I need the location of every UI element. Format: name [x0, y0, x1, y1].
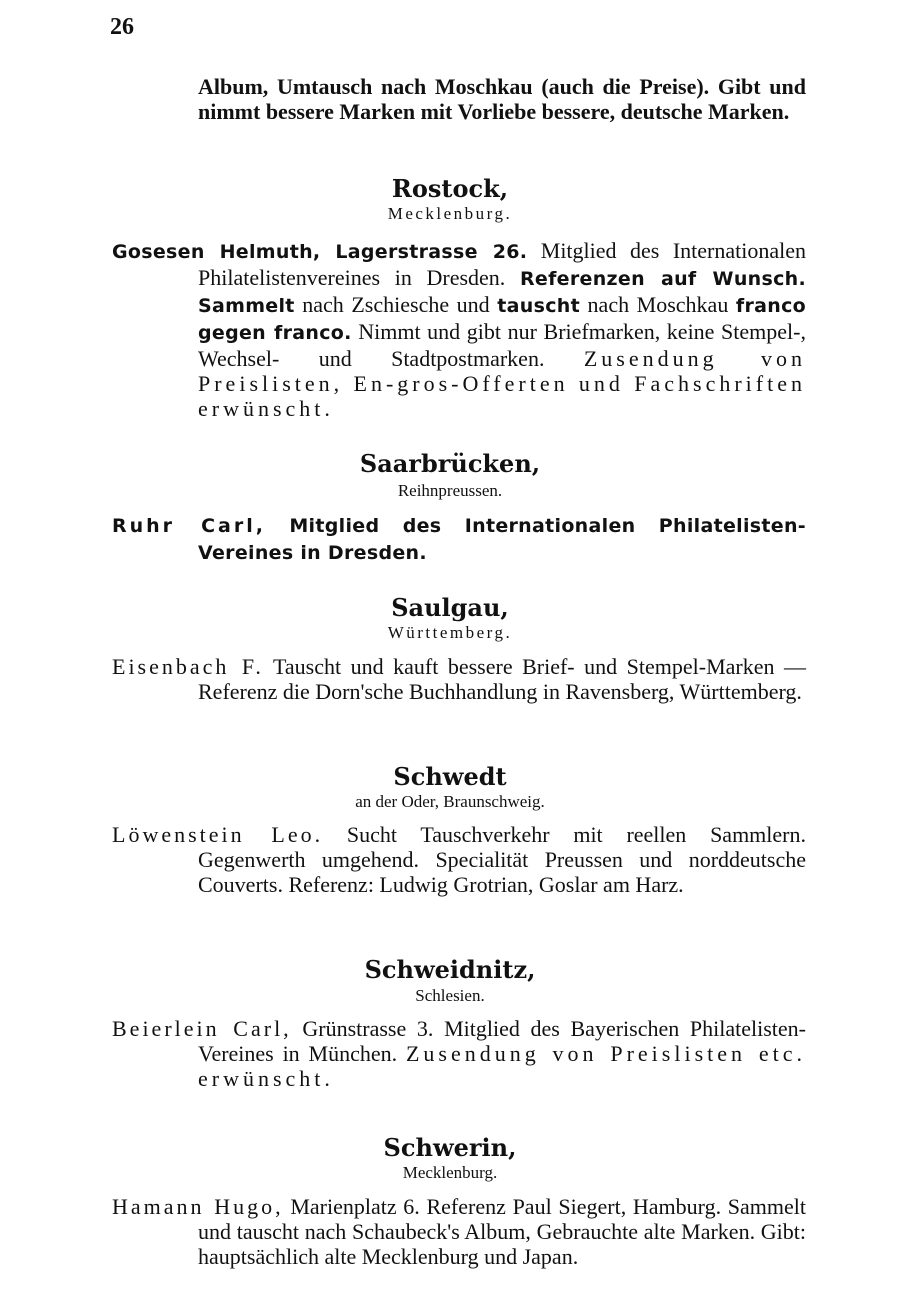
entry-bold-text: Referenzen auf Wunsch. — [519, 268, 806, 290]
continuation-text — [112, 74, 806, 124]
region-schwedt: an der Oder, Braunschweig. — [355, 792, 545, 811]
town-heading-schweidnitz: Schweidnitz, — [364, 955, 536, 984]
entry-name: Eisenbach F. — [112, 654, 264, 679]
continuation-body: Album, Umtausch nach Moschkau (auch die Preise). Gibt und nimmt bessere Marken mit Vorliebe bessere, deutsche Marken. — [198, 74, 806, 124]
entry-text: nach Moschkau — [579, 292, 736, 317]
entry-bold-text: franco gegen franco. — [198, 295, 807, 344]
town-heading-saarbruecken: Saarbrücken, — [359, 449, 541, 478]
entry-text: Tauscht und kauft bessere Brief- und Stempel-Marken — Referenz die Dorn'sche Buchhandlung in Ravensberg, Württemberg. — [198, 654, 806, 704]
entry-spaced-text: Zusendung von Preislisten, En-gros-Offerten und Fachschriften erwünscht. — [198, 346, 806, 421]
entry-text: Sucht Tauschverkehr mit reellen Sammlern. Gegenwerth umgehend. Specialität Preussen und norddeutsche Couverts. Referenz: Ludwig Grotrian, Goslar am Harz. — [198, 822, 806, 897]
entry-text: nach Zschiesche und — [294, 292, 498, 317]
entry-bold-text: tauscht — [497, 295, 580, 317]
entry-spaced-text: Zusendung von Preislisten etc. erwünscht. — [198, 1041, 806, 1091]
entry-text: Grünstrasse 3. Mitglied des Bayerischen Philatelisten-Vereines in München. — [198, 1016, 806, 1066]
entry-hamann — [112, 1194, 806, 1269]
region-schwerin: Mecklenburg. — [402, 1163, 498, 1182]
entry-beierlein — [112, 1016, 806, 1091]
entry-name: Beierlein Carl, — [112, 1016, 292, 1041]
entry-gosesen — [112, 238, 806, 421]
region-rostock: Mecklenburg. — [387, 204, 513, 223]
entry-bold-text: Mitglied des Internationalen Philatelisten-Vereines in Dresden. — [198, 515, 806, 564]
entry-eisenbach — [112, 654, 806, 704]
entry-name: Gosesen Helmuth, Lagerstrasse 26. — [112, 241, 528, 263]
region-schweidnitz: Schlesien. — [415, 986, 485, 1005]
entry-text: Nimmt und gibt nur Briefmarken, keine Stempel-, Wechsel- und Stadtpostmarken. — [198, 319, 806, 371]
town-heading-schwedt: Schwedt — [393, 762, 507, 791]
town-heading-saulgau: Saulgau, — [391, 593, 509, 622]
town-heading-schwerin: Schwerin, — [383, 1133, 517, 1162]
page-number: 26 — [110, 14, 134, 40]
entry-text: Marienplatz 6. Referenz Paul Siegert, Hamburg. Sammelt und tauscht nach Schaubeck's Album, Gebrauchte alte Marken. Gibt: hauptsächlich alte Mecklenburg und Japan. — [198, 1194, 806, 1269]
entry-loewenstein — [112, 822, 806, 897]
entry-name: Ruhr Carl, — [112, 515, 266, 537]
region-saulgau: Württemberg. — [387, 623, 513, 642]
town-heading-rostock: Rostock, — [391, 174, 509, 203]
entry-name: Löwenstein Leo. — [112, 822, 324, 847]
entry-ruhr — [112, 512, 806, 566]
entry-bold-text: Sammelt — [198, 295, 295, 317]
region-saarbruecken: Reihnpreussen. — [397, 481, 503, 500]
entry-name: Hamann Hugo, — [112, 1194, 284, 1219]
entry-text: Mitglied des Internationalen Philatelistenvereines in Dresden. — [198, 238, 806, 290]
